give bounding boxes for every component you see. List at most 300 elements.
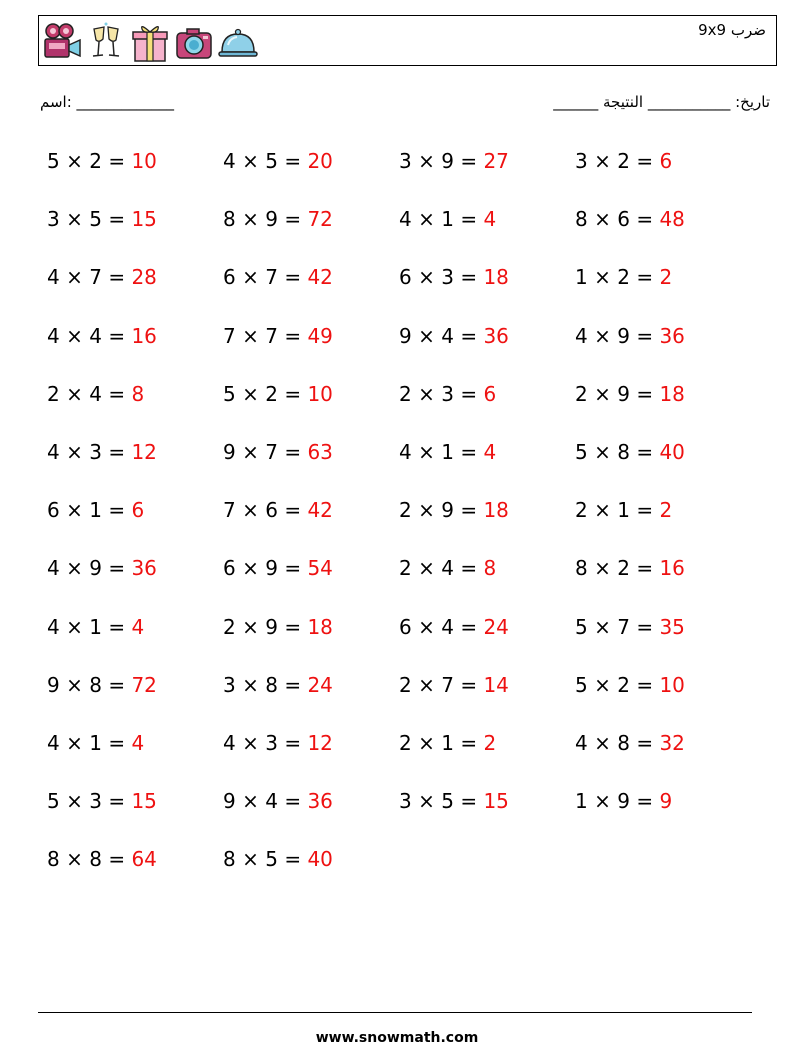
equals-operator: =	[284, 730, 302, 755]
equals-operator: =	[636, 672, 654, 697]
operand-a: 8	[223, 847, 236, 872]
worksheet-header	[38, 15, 777, 66]
answer: 48	[659, 207, 685, 232]
answer: 24	[307, 672, 333, 697]
operand-b: 9	[441, 498, 454, 523]
operand-a: 4	[47, 730, 60, 755]
times-operator: ×	[242, 789, 259, 814]
times-operator: ×	[66, 672, 83, 697]
operand-a: 9	[223, 789, 236, 814]
operand-b: 1	[441, 439, 454, 464]
operand-b: 5	[441, 789, 454, 814]
times-operator: ×	[242, 439, 259, 464]
problem-row	[47, 262, 751, 320]
equals-operator: =	[460, 149, 478, 173]
answer: 8	[131, 381, 145, 406]
multiplication-problem	[47, 204, 223, 234]
problem-row	[47, 321, 751, 379]
answer: 49	[307, 323, 333, 348]
answer: 18	[483, 498, 509, 523]
times-operator: ×	[242, 149, 259, 173]
operand-b: 3	[265, 730, 278, 755]
operand-b: 3	[441, 381, 454, 406]
multiplication-problem	[47, 379, 223, 409]
times-operator: ×	[594, 265, 611, 290]
equals-operator: =	[636, 265, 654, 290]
operand-b: 3	[89, 439, 102, 464]
operand-a: 6	[223, 265, 236, 290]
problem-row	[47, 670, 751, 728]
equals-operator: =	[284, 498, 302, 523]
answer: 16	[131, 323, 157, 348]
operand-b: 1	[441, 207, 454, 232]
operand-a: 4	[399, 207, 412, 232]
operand-a: 6	[223, 556, 236, 581]
multiplication-problem	[399, 728, 575, 758]
answer: 9	[659, 789, 673, 814]
operand-b: 9	[265, 614, 278, 639]
operand-b: 8	[89, 847, 102, 872]
times-operator: ×	[66, 730, 83, 755]
operand-b: 4	[265, 789, 278, 814]
multiplication-problem	[575, 728, 751, 758]
multiplication-problem	[399, 553, 575, 583]
answer: 2	[659, 498, 673, 523]
times-operator: ×	[242, 556, 259, 581]
answer: 35	[659, 614, 685, 639]
operand-b: 1	[89, 730, 102, 755]
operand-b: 9	[617, 789, 630, 814]
multiplication-problem	[575, 321, 751, 351]
answer: 14	[483, 672, 509, 697]
equals-operator: =	[108, 556, 126, 581]
answer: 4	[483, 439, 497, 464]
equals-operator: =	[284, 847, 302, 872]
operand-a: 4	[47, 439, 60, 464]
operand-b: 1	[617, 498, 630, 523]
operand-a: 6	[399, 614, 412, 639]
operand-a: 5	[575, 614, 588, 639]
operand-a: 3	[223, 672, 236, 697]
times-operator: ×	[418, 556, 435, 581]
answer: 18	[307, 614, 333, 639]
operand-a: 5	[223, 381, 236, 406]
multiplication-problem	[399, 204, 575, 234]
operand-b: 4	[89, 323, 102, 348]
answer: 15	[483, 789, 509, 814]
operand-a: 3	[47, 207, 60, 232]
operand-b: 8	[265, 672, 278, 697]
multiplication-problem	[399, 437, 575, 467]
multiplication-problem	[223, 321, 399, 351]
problem-row	[47, 437, 751, 495]
answer: 12	[307, 730, 333, 755]
multiplication-problem	[223, 844, 399, 874]
operand-a: 9	[223, 439, 236, 464]
operand-a: 2	[399, 730, 412, 755]
equals-operator: =	[460, 614, 478, 639]
operand-b: 7	[441, 672, 454, 697]
multiplication-problem	[575, 204, 751, 234]
equals-operator: =	[460, 556, 478, 581]
operand-a: 5	[575, 672, 588, 697]
operand-a: 8	[575, 556, 588, 581]
multiplication-problem	[47, 553, 223, 583]
equals-operator: =	[460, 207, 478, 232]
answer: 4	[483, 207, 497, 232]
times-operator: ×	[418, 439, 435, 464]
operand-b: 2	[617, 672, 630, 697]
times-operator: ×	[594, 672, 611, 697]
multiplication-problem	[575, 146, 751, 176]
times-operator: ×	[418, 789, 435, 814]
times-operator: ×	[242, 498, 259, 523]
equals-operator: =	[460, 265, 478, 290]
times-operator: ×	[418, 730, 435, 755]
equals-operator: =	[108, 672, 126, 697]
answer: 20	[307, 149, 333, 173]
multiplication-problem	[223, 146, 399, 176]
equals-operator: =	[108, 498, 126, 523]
equals-operator: =	[636, 207, 654, 232]
equals-operator: =	[636, 498, 654, 523]
equals-operator: =	[284, 556, 302, 581]
equals-operator: =	[460, 439, 478, 464]
gift-box-icon	[130, 21, 170, 63]
equals-operator: =	[284, 614, 302, 639]
operand-b: 2	[265, 381, 278, 406]
times-operator: ×	[594, 207, 611, 232]
operand-b: 8	[617, 439, 630, 464]
operand-a: 4	[223, 730, 236, 755]
multiplication-problem	[223, 786, 399, 816]
equals-operator: =	[636, 323, 654, 348]
answer: 10	[307, 381, 333, 406]
equals-operator: =	[636, 149, 654, 173]
multiplication-problem	[47, 844, 223, 874]
multiplication-problem	[223, 728, 399, 758]
times-operator: ×	[66, 207, 83, 232]
answer: 36	[131, 556, 157, 581]
operand-a: 8	[223, 207, 236, 232]
operand-b: 6	[617, 207, 630, 232]
answer: 54	[307, 556, 333, 581]
answer: 27	[483, 149, 509, 173]
equals-operator: =	[460, 672, 478, 697]
equals-operator: =	[108, 207, 126, 232]
operand-a: 4	[399, 439, 412, 464]
multiplication-problem	[223, 379, 399, 409]
answer: 4	[131, 614, 145, 639]
multiplication-problem	[575, 262, 751, 292]
answer: 18	[483, 265, 509, 290]
camera-icon	[174, 21, 214, 63]
times-operator: ×	[418, 323, 435, 348]
operand-a: 2	[399, 498, 412, 523]
operand-b: 1	[89, 498, 102, 523]
operand-b: 5	[265, 847, 278, 872]
operand-b: 1	[89, 614, 102, 639]
operand-b: 7	[265, 439, 278, 464]
equals-operator: =	[284, 207, 302, 232]
equals-operator: =	[108, 265, 126, 290]
times-operator: ×	[242, 730, 259, 755]
operand-b: 3	[441, 265, 454, 290]
problem-row	[47, 204, 751, 262]
equals-operator: =	[284, 439, 302, 464]
operand-a: 6	[399, 265, 412, 290]
operand-a: 1	[575, 265, 588, 290]
times-operator: ×	[66, 149, 83, 173]
operand-a: 2	[399, 556, 412, 581]
problem-row	[47, 786, 751, 844]
times-operator: ×	[418, 207, 435, 232]
footer-url: www.snowmath.com	[315, 1030, 479, 1046]
operand-a: 4	[47, 323, 60, 348]
times-operator: ×	[66, 556, 83, 581]
equals-operator: =	[108, 614, 126, 639]
operand-a: 4	[575, 730, 588, 755]
multiplication-problem	[223, 437, 399, 467]
times-operator: ×	[594, 323, 611, 348]
problem-row	[47, 612, 751, 670]
answer: 42	[307, 265, 333, 290]
operand-b: 4	[89, 381, 102, 406]
operand-b: 9	[89, 556, 102, 581]
operand-a: 8	[47, 847, 60, 872]
times-operator: ×	[66, 439, 83, 464]
answer: 36	[659, 323, 685, 348]
times-operator: ×	[594, 439, 611, 464]
multiplication-problem	[223, 612, 399, 642]
operand-b: 2	[617, 149, 630, 173]
equals-operator: =	[636, 789, 654, 814]
operand-a: 1	[575, 789, 588, 814]
operand-a: 8	[575, 207, 588, 232]
problem-row	[47, 844, 751, 902]
worksheet-title: ضرب 9x9	[698, 21, 766, 39]
multiplication-problem	[399, 612, 575, 642]
times-operator: ×	[418, 265, 435, 290]
operand-a: 3	[399, 149, 412, 173]
times-operator: ×	[66, 498, 83, 523]
multiplication-problem	[47, 262, 223, 292]
times-operator: ×	[418, 381, 435, 406]
answer: 40	[307, 847, 333, 872]
equals-operator: =	[284, 381, 302, 406]
equals-operator: =	[636, 614, 654, 639]
date-score-field-label: تاريخ: ___________ النتيجة ______	[553, 93, 770, 111]
operand-b: 7	[265, 323, 278, 348]
multiplication-problem	[575, 786, 751, 816]
operand-b: 2	[617, 265, 630, 290]
times-operator: ×	[66, 323, 83, 348]
problem-row	[47, 553, 751, 611]
times-operator: ×	[418, 614, 435, 639]
equals-operator: =	[108, 323, 126, 348]
multiplication-problem	[47, 612, 223, 642]
equals-operator: =	[636, 556, 654, 581]
footer-divider	[38, 1012, 752, 1013]
answer: 2	[483, 730, 497, 755]
multiplication-problem	[575, 437, 751, 467]
times-operator: ×	[594, 498, 611, 523]
header-icons	[42, 21, 258, 63]
operand-a: 4	[223, 149, 236, 173]
operand-a: 9	[47, 672, 60, 697]
equals-operator: =	[108, 439, 126, 464]
multiplication-problem	[399, 786, 575, 816]
operand-b: 4	[441, 556, 454, 581]
multiplication-problem	[47, 670, 223, 700]
operand-a: 2	[399, 672, 412, 697]
multiplication-problem	[47, 321, 223, 351]
name-field-label: اسم: _____________	[40, 93, 175, 111]
answer: 6	[659, 149, 673, 173]
times-operator: ×	[594, 614, 611, 639]
operand-a: 9	[399, 323, 412, 348]
multiplication-problem	[47, 786, 223, 816]
operand-a: 7	[223, 323, 236, 348]
operand-a: 5	[47, 149, 60, 173]
operand-b: 9	[617, 323, 630, 348]
equals-operator: =	[460, 498, 478, 523]
problem-row	[47, 146, 751, 204]
times-operator: ×	[242, 672, 259, 697]
multiplication-problem	[575, 553, 751, 583]
multiplication-problem	[47, 728, 223, 758]
times-operator: ×	[242, 265, 259, 290]
answer: 6	[483, 381, 497, 406]
times-operator: ×	[594, 556, 611, 581]
equals-operator: =	[108, 847, 126, 872]
equals-operator: =	[284, 672, 302, 697]
equals-operator: =	[108, 730, 126, 755]
operand-b: 4	[441, 614, 454, 639]
multiplication-problem	[399, 146, 575, 176]
multiplication-problem	[47, 437, 223, 467]
times-operator: ×	[418, 498, 435, 523]
operand-b: 7	[89, 265, 102, 290]
answer: 32	[659, 730, 685, 755]
equals-operator: =	[460, 323, 478, 348]
operand-a: 4	[575, 323, 588, 348]
answer: 36	[483, 323, 509, 348]
equals-operator: =	[460, 789, 478, 814]
movie-camera-icon	[42, 21, 82, 63]
multiplication-problem	[223, 204, 399, 234]
times-operator: ×	[66, 847, 83, 872]
multiplication-problem	[399, 670, 575, 700]
problem-row	[47, 379, 751, 437]
times-operator: ×	[594, 381, 611, 406]
operand-a: 5	[47, 789, 60, 814]
operand-b: 8	[89, 672, 102, 697]
operand-a: 6	[47, 498, 60, 523]
operand-a: 3	[575, 149, 588, 173]
times-operator: ×	[418, 672, 435, 697]
operand-a: 2	[575, 381, 588, 406]
operand-b: 9	[265, 556, 278, 581]
multiplication-problem	[47, 495, 223, 525]
equals-operator: =	[284, 265, 302, 290]
times-operator: ×	[418, 149, 435, 173]
operand-a: 3	[399, 789, 412, 814]
operand-b: 9	[265, 207, 278, 232]
equals-operator: =	[636, 381, 654, 406]
operand-b: 6	[265, 498, 278, 523]
operand-a: 4	[47, 265, 60, 290]
answer: 10	[131, 149, 157, 173]
operand-a: 2	[575, 498, 588, 523]
times-operator: ×	[594, 149, 611, 173]
multiplication-problem	[575, 670, 751, 700]
equals-operator: =	[108, 789, 126, 814]
equals-operator: =	[636, 439, 654, 464]
multiplication-problem	[47, 146, 223, 176]
problem-grid	[47, 146, 751, 902]
times-operator: ×	[66, 381, 83, 406]
operand-a: 2	[223, 614, 236, 639]
multiplication-problem	[223, 553, 399, 583]
operand-b: 3	[89, 789, 102, 814]
times-operator: ×	[66, 265, 83, 290]
multiplication-problem	[399, 262, 575, 292]
operand-a: 2	[47, 381, 60, 406]
equals-operator: =	[636, 730, 654, 755]
operand-a: 4	[47, 614, 60, 639]
champagne-glasses-icon	[86, 21, 126, 63]
answer: 2	[659, 265, 673, 290]
times-operator: ×	[594, 730, 611, 755]
operand-a: 5	[575, 439, 588, 464]
times-operator: ×	[594, 789, 611, 814]
problem-row	[47, 728, 751, 786]
multiplication-problem	[575, 612, 751, 642]
operand-b: 4	[441, 323, 454, 348]
answer: 72	[307, 207, 333, 232]
equals-operator: =	[108, 149, 126, 173]
operand-a: 4	[47, 556, 60, 581]
multiplication-problem	[223, 262, 399, 292]
operand-b: 5	[265, 149, 278, 173]
times-operator: ×	[242, 207, 259, 232]
multiplication-problem	[223, 495, 399, 525]
times-operator: ×	[242, 847, 259, 872]
operand-b: 9	[617, 381, 630, 406]
multiplication-problem	[575, 379, 751, 409]
times-operator: ×	[66, 614, 83, 639]
operand-a: 2	[399, 381, 412, 406]
operand-b: 5	[89, 207, 102, 232]
times-operator: ×	[242, 614, 259, 639]
equals-operator: =	[284, 789, 302, 814]
operand-a: 7	[223, 498, 236, 523]
equals-operator: =	[284, 323, 302, 348]
operand-b: 9	[441, 149, 454, 173]
operand-b: 7	[617, 614, 630, 639]
answer: 15	[131, 789, 157, 814]
answer: 18	[659, 381, 685, 406]
answer: 4	[131, 730, 145, 755]
answer: 8	[483, 556, 497, 581]
equals-operator: =	[460, 381, 478, 406]
operand-b: 7	[265, 265, 278, 290]
answer: 6	[131, 498, 145, 523]
times-operator: ×	[242, 323, 259, 348]
answer: 24	[483, 614, 509, 639]
operand-b: 2	[89, 149, 102, 173]
